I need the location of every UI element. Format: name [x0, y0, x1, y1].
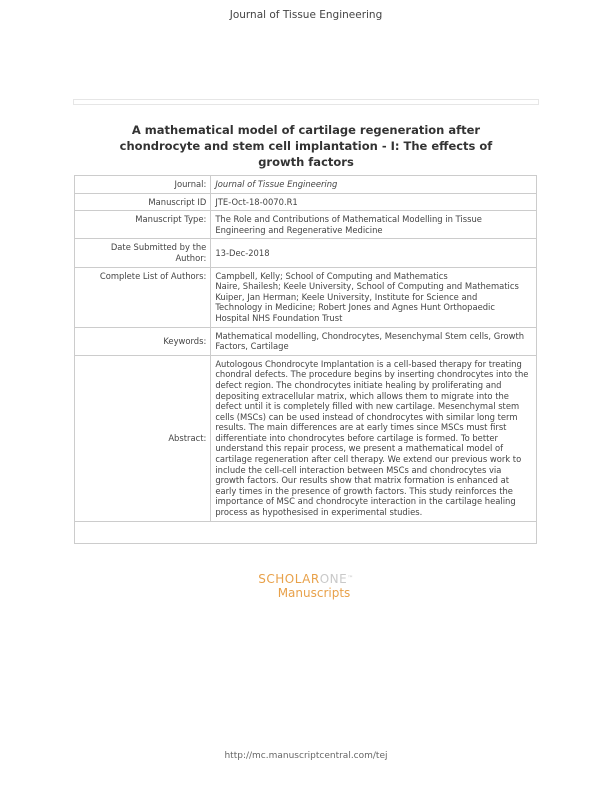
title-line: A mathematical model of cartilage regeneration after [131, 123, 481, 137]
keywords-label: Keywords: [75, 327, 211, 355]
logo-tm: ™ [347, 575, 354, 582]
paper-title [100, 122, 512, 170]
keywords-value: Mathematical modelling, Chondrocytes, Mesenchymal Stem cells, Growth Factors, Cartilage [211, 327, 537, 355]
authors-label: Complete List of Authors: [75, 267, 211, 327]
scholarone-logo [0, 572, 612, 600]
author-line: Technology in Medicine; Robert Jones and Agnes Hunt Orthopaedic [215, 302, 495, 313]
date-label-line: Date Submitted by the [110, 242, 207, 253]
row-keywords [75, 327, 537, 355]
author-line: Hospital NHS Foundation Trust [215, 312, 343, 323]
date-submitted-label [75, 239, 211, 267]
logo-one-text: ONE [319, 572, 348, 586]
logo-manuscripts-text: Manuscripts [277, 586, 351, 600]
title-line: growth factors [258, 155, 354, 169]
manuscript-type-label: Manuscript Type: [75, 211, 211, 239]
author-line: Kuiper, Jan Herman; Keele University, Institute for Science and [215, 291, 478, 302]
abstract-label: Abstract: [75, 355, 211, 521]
date-submitted-value: 13-Dec-2018 [211, 239, 537, 267]
logo-scholar-text: SCHOLAR [258, 572, 320, 586]
manuscript-id-value: JTE-Oct-18-0070.R1 [211, 193, 537, 211]
empty-cell [75, 521, 537, 543]
authors-value [211, 267, 537, 327]
row-journal [75, 176, 537, 194]
row-date-submitted [75, 239, 537, 267]
row-manuscript-type [75, 211, 537, 239]
running-header-journal: Journal of Tissue Engineering [229, 9, 383, 21]
journal-label: Journal: [75, 176, 211, 194]
manuscript-type-value: The Role and Contributions of Mathematical Modelling in Tissue Engineering and Regenerative Medicine [211, 211, 537, 239]
row-authors [75, 267, 537, 327]
header-divider [73, 99, 539, 105]
title-line: chondrocyte and stem cell implantation - I: The effects of [119, 139, 493, 153]
abstract-value: Autologous Chondrocyte Implantation is a cell-based therapy for treating chondral defects. The procedure begins by inserting chondrocytes into the defect region. The chondrocytes initiate healing by proliferating and depositing extracellular matrix, which allows them to migrate into the defect until it is completely filled with new cartilage. Mesenchymal stem cells (MSCs) can be used instead of chondrocytes with similar long term results. The main differences are at early times since MSCs must first differentiate into chondrocytes before cartilage is formed. To better understand this repair process, we present a mathematical model of cartilage regeneration after cell therapy. We extend our previous work to include the cell-cell interaction between MSCs and chondrocytes via growth factors. Our results show that matrix formation is enhanced at early times in the presence of growth factors. This study reinforces the importance of MSC and chondrocyte interaction in the cartilage healing process as hypothesised in experimental studies. [211, 355, 537, 521]
journal-value: Journal of Tissue Engineering [211, 176, 537, 194]
author-line: Campbell, Kelly; School of Computing and Mathematics [215, 270, 448, 281]
date-label-line: Author: [175, 252, 207, 263]
author-line: Naire, Shailesh; Keele University, School of Computing and Mathematics [215, 281, 519, 292]
row-manuscript-id [75, 193, 537, 211]
row-abstract [75, 355, 537, 521]
row-empty [75, 521, 537, 543]
manuscript-id-label: Manuscript ID [75, 193, 211, 211]
manuscript-metadata-table [74, 175, 537, 544]
footer-url: http://mc.manuscriptcentral.com/tej [224, 751, 388, 761]
